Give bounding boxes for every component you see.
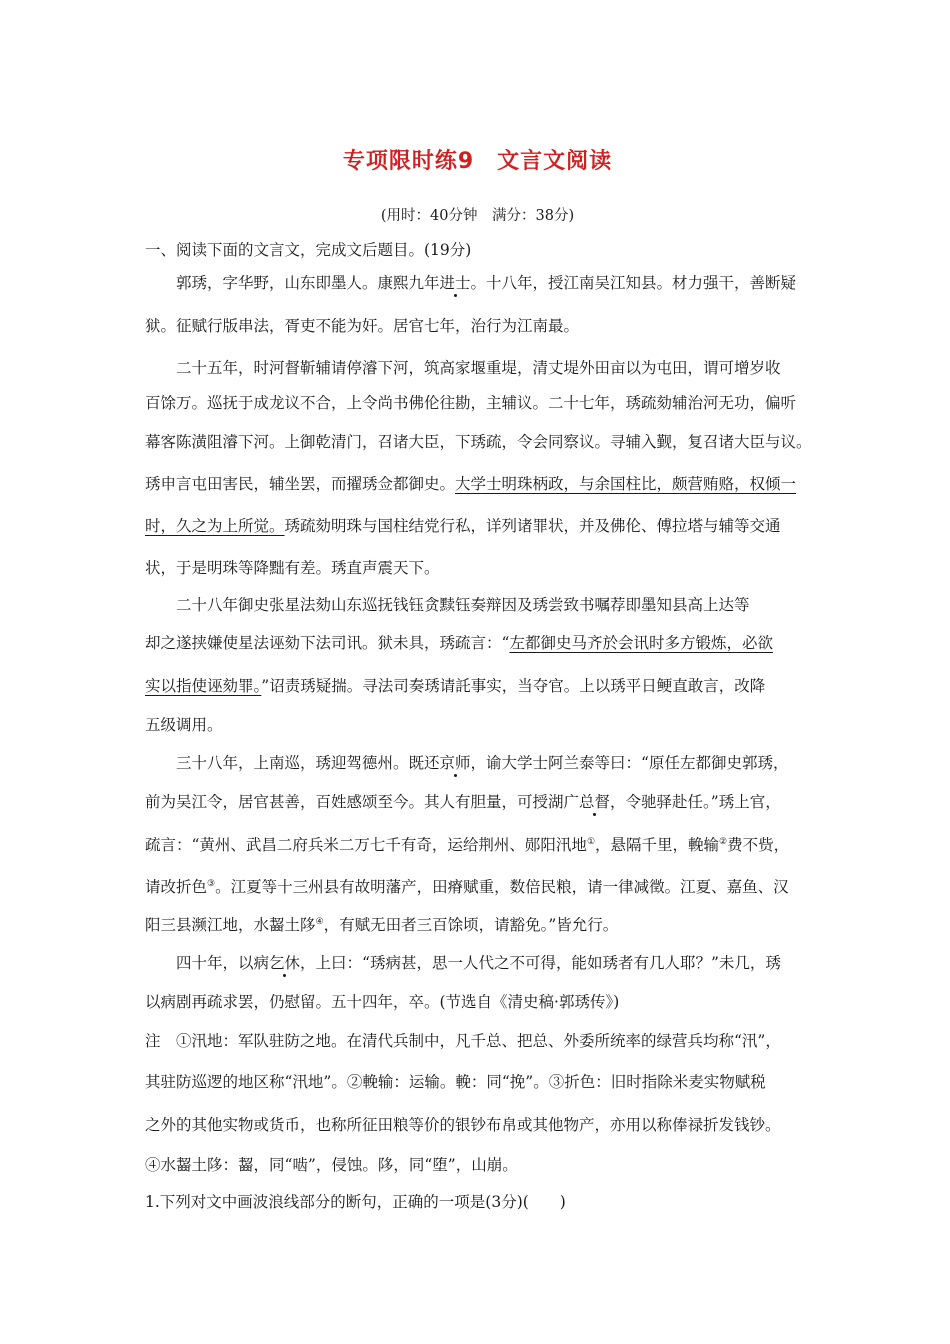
text-span: 却之遂挟嫌使星法诬劾下法司讯。狱未具，琇疏言：“ [145,634,510,652]
paragraph-line [176,952,781,974]
paragraph-line [145,473,796,495]
text-span: ，谕大学士阿兰泰等曰：“原任左都御史郭琇， [470,754,789,772]
text-span: 。十八年，授江南吴江知县。材力强干，善断疑 [470,274,797,292]
text-span: ”诏责琇疑揣。寻法司奏琇请託事实，当夺官。上以琇平日鲠直敢言，改降 [261,677,766,695]
question-1: 1.下列对文中画波浪线部分的断句，正确的一项是(3分)( ) [145,1193,566,1211]
time-score-info: (用时：40分钟 满分：38分) [380,208,575,224]
text-span: ，令驰驿赴任。”琇上官， [610,793,781,811]
paragraph-line: 以病剧再疏求罢，仍慰留。五十四年，卒。(节选自《清史稿·郭琇传》) [145,993,620,1011]
underlined-text: 大学士明珠柄政，与余国柱比，颇营贿赂，权倾一 [455,475,797,493]
section-heading: 一、阅读下面的文言文，完成文后题目。(19分) [145,241,472,259]
paragraph-line: 五级调用。 [145,716,223,734]
paragraph-line [145,876,789,898]
paragraph-line [145,632,773,654]
text-span: ，上曰：“琇病甚，思一人代之不可得，能如琇者有几人耶？”未几，琇 [300,954,781,972]
paragraph-line [176,272,796,294]
paragraph-line: 幕客陈潢阻濬下河。上御乾清门，召诸大臣，下琇疏，令会同察议。寻辅入觐，复召诸大臣与议。 [145,433,812,451]
underlined-text: 时，久之为上所觉。 [145,517,285,535]
text-span: 。江夏等十三州县有故明藩产，田瘠赋重，数倍民粮，请一律减徵。江夏、嘉鱼、汉 [215,878,789,896]
text-span: 请改折色 [145,878,208,896]
underlined-text: 左都御史马齐於会讯时多方锻炼，必欲 [509,634,773,652]
underlined-text: 实以指使诬劾罪。 [145,677,262,695]
paragraph-line: 二十八年御史张星法劾山东巡抚钱钰贪黩钰奏辩因及琇尝致书嘱荐即墨知县高上达等 [176,596,750,614]
text-span: 费不赀， [727,836,790,854]
text-span: ，悬隔千里，輓输 [595,836,720,854]
text-span: 四十年，以病 [176,954,270,972]
text-span: 前为吴江令，居官甚善，百姓感颂至今。其人有胆量，可授湖广 [145,793,580,811]
note-line: 之外的其他实物或货币，也称所征田粮等价的银钞布帛或其他物产，亦用以称俸禄折发钱钞。 [145,1116,781,1134]
paragraph-line: 狱。征赋行版串法，胥吏不能为奸。居官七年，治行为江南最。 [145,317,580,335]
note-line: 其驻防巡逻的地区称“汛地”。②輓输：运输。輓：同“挽”。③折色：旧时指除米麦实物赋税 [145,1073,766,1091]
dotted-word: 京师 [439,754,471,772]
paragraph-line: 百馀万。巡抚于成龙议不合，上令尚书佛伦往勘，主辅议。二十七年，琇疏劾辅治河无功，偏听 [145,394,797,412]
text-span: 疏言：“黄州、武昌二府兵米二万七千有奇，运给荆州、郧阳汛地 [145,836,587,854]
dotted-word: 进士 [439,274,471,292]
paragraph-line: 二十五年，时河督靳辅请停濬下河，筑高家堰重堤，清丈堤外田亩以为屯田，谓可增岁收 [176,359,781,377]
paragraph-line [145,791,781,813]
paragraph-line [145,675,765,697]
note-line: 注 ①汛地：军队驻防之地。在清代兵制中，凡千总、把总、外委所统率的绿营兵均称“汛”， [145,1032,781,1050]
note-marker: ② [719,836,728,847]
text-span: 琇申言屯田害民，辅坐罢，而擢琇佥都御史。 [145,475,456,493]
dotted-word: 乞休 [269,954,301,972]
text-span: 郭琇，字华野，山东即墨人。康熙九年 [176,274,440,292]
text-span: ，有赋无田者三百馀顷，请豁免。”皆允行。 [323,916,619,934]
paragraph-line [176,752,788,774]
note-marker: ③ [207,878,216,889]
note-marker: ① [586,836,596,847]
text-span: 阳三县濒江地，水齧土陊 [145,916,316,934]
paragraph-line: 状，于是明珠等降黜有差。琇直声震天下。 [145,559,440,577]
note-marker: ④ [315,916,324,927]
page-title: 专项限时练9 文言文阅读 [342,149,613,174]
paragraph-line [145,515,781,537]
dotted-word: 总督 [579,793,611,811]
note-line: ④水齧土陊：齧，同“啮”，侵蚀。陊，同“堕”，山崩。 [145,1156,518,1174]
paragraph-line [145,914,618,936]
text-span: 琇疏劾明珠与国柱结党行私，详列诸罪状，并及佛伦、傅拉塔与辅等交通 [284,517,781,535]
paragraph-line [145,834,789,856]
text-span: 三十八年，上南巡，琇迎驾德州。既还 [176,754,440,772]
document-page [145,0,810,1344]
